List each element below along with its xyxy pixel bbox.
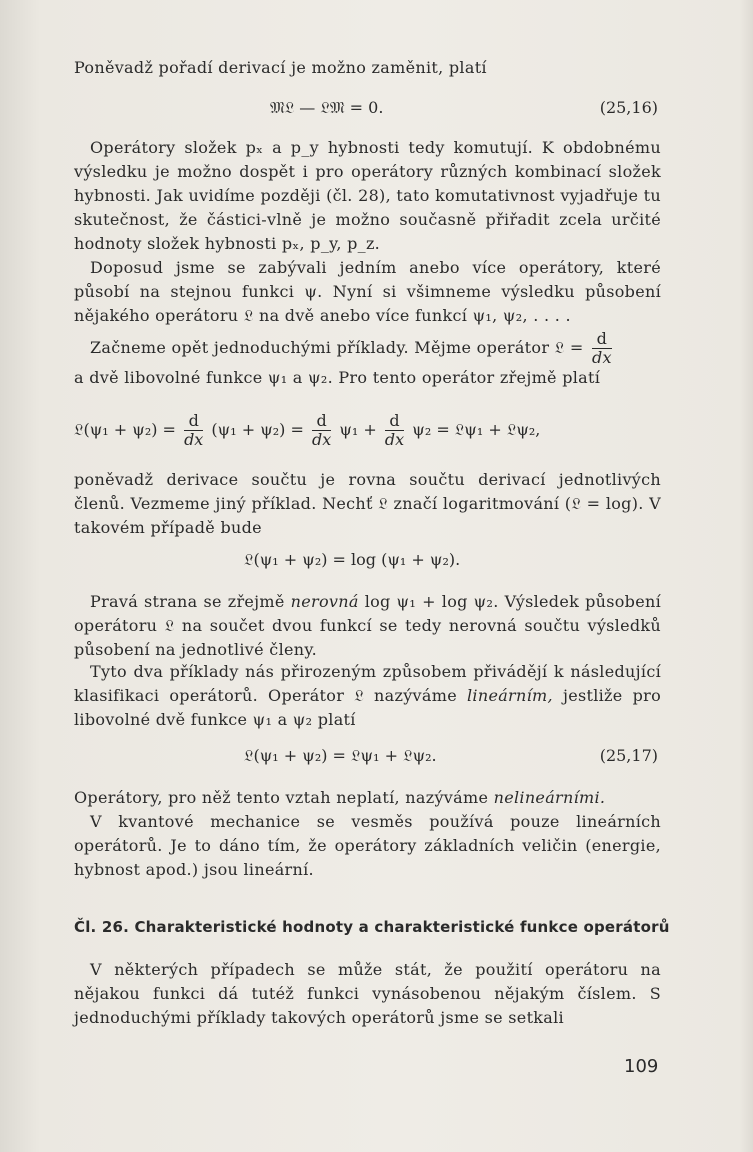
paragraph-nonlinear [74, 786, 661, 810]
paragraph-operators-functions: Doposud jsme se zabývali jedním anebo více operátory, které působí na stejnou funkci ψ. Nyní si všimneme výsledku působení nějakého operátoru 𝔏 na dvě anebo více funkcí ψ₁, ψ₂, . . . . [74, 258, 661, 325]
equation-log: 𝔏(ψ₁ + ψ₂) = log (ψ₁ + ψ₂). [244, 550, 461, 569]
paragraph-quantum-linear: V kvantové mechanice se vesměs používá pouze lineárních operátorů. Je to dáno tím, že operátory základních veličin (energie, hybnost apod.) jsou lineární. [74, 812, 661, 879]
eq-sum-frac3-num: d [385, 412, 404, 431]
equation-25-17: 𝔏(ψ₁ + ψ₂) = 𝔏ψ₁ + 𝔏ψ₂. [244, 746, 437, 765]
equation-25-16: 𝔐𝔏 — 𝔏𝔐 = 0. [270, 98, 384, 117]
linear-text-a: Tyto dva příklady nás přirozeným způsobem přivádějí k následující klasifikaci operátorů. Operátor 𝔏 nazýváme [74, 662, 661, 705]
linear-text-b: jestliže pro libovolné dvě funkce ψ₁ a ψ₂ platí [74, 686, 662, 729]
paragraph-nonequal [74, 590, 661, 662]
page-number: 109 [624, 1056, 659, 1077]
eq-sum-frac2 [312, 412, 331, 449]
nonequal-text-b: log ψ₁ + log ψ₂. Výsledek působení operátoru 𝔏 na součet dvou funkcí se tedy nerovná součtu výsledků působení na jednotlivé členy. [74, 592, 662, 659]
paragraph-linear-definition [74, 660, 661, 732]
equation-number-25-16: (25,16) [599, 98, 658, 117]
eq-sum-part4: ψ₂ = 𝔏ψ₁ + 𝔏ψ₂, [412, 420, 541, 439]
eq-sum-frac3-den: dx [384, 430, 405, 449]
paragraph-examples-line [90, 330, 661, 367]
nonequal-emphasis: nerovná [290, 592, 359, 611]
nonequal-text-a: Pravá strana se zřejmě [90, 592, 285, 611]
equation-number-25-17: (25,17) [599, 746, 658, 765]
section-heading: Čl. 26. Charakteristické hodnoty a charakteristické funkce operátorů [74, 918, 670, 936]
fraction-numerator: d [592, 330, 612, 349]
eq-sum-frac1-num: d [184, 412, 203, 431]
eq-sum-part1: 𝔏(ψ₁ + ψ₂) = [74, 420, 176, 439]
paragraph-log-example: poněvadž derivace součtu je rovna součtu derivací jednotlivých členů. Vezmeme jiný příklad. Nechť 𝔏 značí logaritmování (𝔏 = log). V takovém případě bude [74, 470, 661, 537]
paragraph-examples-cont: a dvě libovolné funkce ψ₁ a ψ₂. Pro tento operátor zřejmě platí [74, 368, 601, 387]
eq-sum-frac1-den: dx [184, 430, 204, 449]
intro-line: Poněvadž pořadí derivací je možno zaměnit, platí [74, 58, 487, 77]
nonlinear-text: Operátory, pro něž tento vztah neplatí, nazýváme [74, 788, 489, 807]
examples-text: Začneme opět jednoduchými příklady. Mějme operátor 𝔏 = [90, 338, 584, 357]
eq-sum-frac1 [184, 412, 203, 449]
fraction-denominator: dx [591, 348, 612, 367]
eq-sum-frac3 [385, 412, 404, 449]
eq-sum-frac2-num: d [312, 412, 331, 431]
equation-derivative-sum [74, 412, 540, 449]
eq-sum-part3: ψ₁ + [339, 420, 377, 439]
nonlinear-emphasis: nelineárními. [493, 788, 606, 807]
linear-emphasis: lineárním, [467, 686, 553, 705]
derivative-fraction [592, 330, 612, 367]
eq-sum-part2: (ψ₁ + ψ₂) = [211, 420, 304, 439]
paragraph-eigenvalues: V některých případech se může stát, že použití operátoru na nějakou funkci dá tutéž funkci vynásobenou nějakým číslem. S jednoduchými příklady takových operátorů jsme se setkali [74, 960, 661, 1027]
eq-sum-frac2-den: dx [312, 430, 332, 449]
paragraph-commutation: Operátory složek pₓ a p_y hybnosti tedy komutují. K obdobnému výsledku je možno dospět i pro operátory různých kombinací složek hybnosti. Jak uvidíme později (čl. 28), tato komutativnost vyjadřuje tu skutečnost, že částici-vlně je možno současně přiřadit zcela určité hodnoty složek hybnosti pₓ, p_y, p_z. [74, 138, 661, 253]
